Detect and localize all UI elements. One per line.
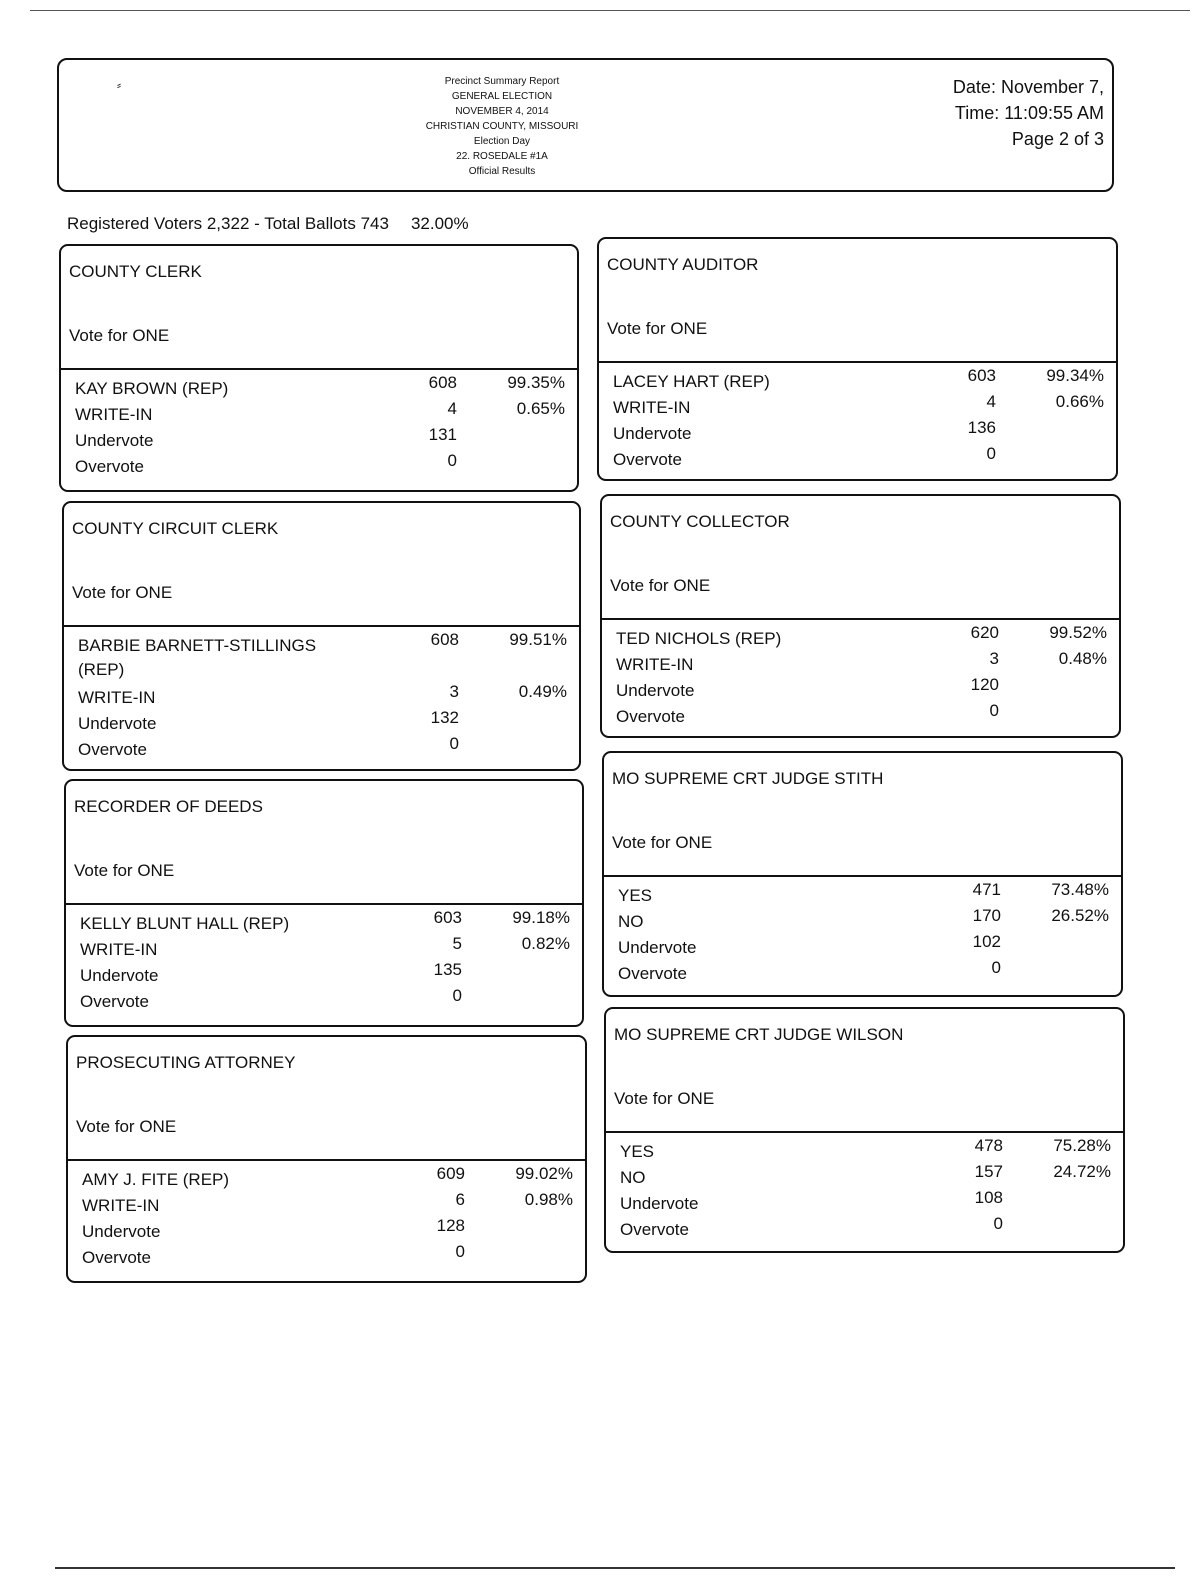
result-row: [602, 701, 1119, 733]
choice-name: Undervote: [616, 681, 695, 700]
result-row: [66, 960, 582, 992]
turnout-summary: [67, 214, 469, 234]
vote-count: 135: [433, 960, 462, 979]
race-county-circuit-clerk: [62, 501, 581, 771]
vote-percent: 99.51%: [509, 630, 567, 649]
race-title: COUNTY CIRCUIT CLERK: [72, 519, 279, 538]
race-instruction: Vote for ONE: [610, 576, 711, 595]
choice-name: KELLY BLUNT HALL (REP): [80, 914, 290, 933]
race-instruction: Vote for ONE: [69, 326, 170, 345]
race-instruction: Vote for ONE: [612, 833, 713, 852]
county-name: CHRISTIAN COUNTY, MISSOURI: [425, 121, 579, 132]
race-county-collector: [600, 494, 1121, 738]
vote-count: 620: [970, 623, 999, 642]
race-title: PROSECUTING ATTORNEY: [76, 1053, 296, 1072]
vote-percent: 73.48%: [1051, 880, 1109, 899]
choice-name: Overvote: [613, 450, 682, 469]
result-row: [66, 934, 582, 966]
divider: [604, 875, 1121, 877]
result-row: [599, 418, 1116, 450]
vote-percent: 0.98%: [524, 1190, 573, 1209]
vote-count: 608: [430, 630, 459, 649]
choice-name: Undervote: [613, 424, 692, 443]
choice-name: Overvote: [620, 1220, 689, 1239]
choice-party: (REP): [78, 660, 125, 679]
report-date: Date: November 7,: [952, 77, 1104, 97]
choice-name: Undervote: [618, 938, 697, 957]
race-county-auditor: [597, 237, 1118, 481]
result-row: [64, 630, 579, 688]
vote-count: 0: [989, 701, 999, 720]
choice-name: Overvote: [80, 992, 149, 1011]
choice-name: NO: [620, 1168, 646, 1187]
divider: [599, 361, 1116, 363]
result-row: [602, 675, 1119, 707]
vote-count: 131: [428, 425, 457, 444]
vote-count: 3: [449, 682, 459, 701]
scan-mark: ⸗: [117, 78, 121, 92]
results-status: Official Results: [468, 166, 536, 177]
choice-name: Undervote: [80, 966, 159, 985]
choice-name: YES: [618, 886, 653, 905]
vote-percent: 0.82%: [521, 934, 570, 953]
vote-percent: 99.52%: [1049, 623, 1107, 642]
vote-count: 0: [447, 451, 457, 470]
choice-name: Undervote: [78, 714, 157, 733]
race-prosecuting-attorney: [66, 1035, 587, 1283]
choice-name: YES: [620, 1142, 655, 1161]
race-instruction: Vote for ONE: [614, 1089, 715, 1108]
result-row: [602, 649, 1119, 681]
choice-name: TED NICHOLS (REP): [616, 629, 782, 648]
choice-name: WRITE-IN: [78, 688, 156, 707]
choice-name: WRITE-IN: [616, 655, 694, 674]
result-row: [64, 682, 579, 714]
choice-name: LACEY HART (REP): [613, 372, 770, 391]
divider: [602, 618, 1119, 620]
result-row: [606, 1214, 1123, 1246]
divider: [68, 1159, 585, 1161]
choice-name: Overvote: [82, 1248, 151, 1267]
result-row: [599, 392, 1116, 424]
vote-count: 157: [974, 1162, 1003, 1181]
turnout-text: Registered Voters 2,322 - Total Ballots 743: [67, 214, 389, 233]
vote-count: 102: [972, 932, 1001, 951]
vote-count: 478: [974, 1136, 1003, 1155]
report-title-block: [407, 74, 597, 179]
result-row: [606, 1188, 1123, 1220]
result-row: [604, 958, 1121, 990]
race-title: COUNTY COLLECTOR: [610, 512, 790, 531]
result-row: [66, 986, 582, 1018]
race-title: COUNTY AUDITOR: [607, 255, 759, 274]
top-rule: [30, 10, 1190, 11]
vote-count: 6: [455, 1190, 465, 1209]
race-instruction: Vote for ONE: [74, 861, 175, 880]
vote-percent: 24.72%: [1053, 1162, 1111, 1181]
race-title: MO SUPREME CRT JUDGE WILSON: [614, 1025, 904, 1044]
race-judge-wilson: [604, 1007, 1125, 1253]
result-row: [599, 444, 1116, 476]
choice-name: Overvote: [618, 964, 687, 983]
vote-count: 136: [967, 418, 996, 437]
choice-name: WRITE-IN: [82, 1196, 160, 1215]
result-row: [64, 708, 579, 740]
divider: [606, 1131, 1123, 1133]
vote-count: 120: [970, 675, 999, 694]
race-county-clerk: [59, 244, 579, 492]
vote-percent: 0.49%: [518, 682, 567, 701]
vote-percent: 0.65%: [516, 399, 565, 418]
race-title: MO SUPREME CRT JUDGE STITH: [612, 769, 884, 788]
report-time: Time: 11:09:55 AM: [954, 103, 1104, 123]
vote-percent: 26.52%: [1051, 906, 1109, 925]
choice-name: KAY BROWN (REP): [75, 379, 229, 398]
divider: [61, 368, 577, 370]
vote-percent: 0.66%: [1055, 392, 1104, 411]
race-recorder-of-deeds: [64, 779, 584, 1027]
vote-count: 0: [993, 1214, 1003, 1233]
vote-count: 128: [436, 1216, 465, 1235]
choice-name: Undervote: [620, 1194, 699, 1213]
vote-count: 0: [455, 1242, 465, 1261]
result-row: [61, 451, 577, 483]
result-row: [61, 425, 577, 457]
vote-count: 132: [430, 708, 459, 727]
choice-name: Overvote: [75, 457, 144, 476]
vote-count: 471: [972, 880, 1001, 899]
vote-count: 0: [991, 958, 1001, 977]
vote-count: 4: [986, 392, 996, 411]
choice-name: Undervote: [82, 1222, 161, 1241]
result-row: [61, 399, 577, 431]
race-title: RECORDER OF DEEDS: [74, 797, 263, 816]
bottom-rule: [55, 1567, 1175, 1569]
choice-name: Overvote: [616, 707, 685, 726]
vote-count: 5: [452, 934, 462, 953]
report-header: [57, 58, 1114, 192]
vote-count: 108: [974, 1188, 1003, 1207]
result-row: [606, 1162, 1123, 1194]
vote-count: 603: [967, 366, 996, 385]
race-instruction: Vote for ONE: [76, 1117, 177, 1136]
vote-percent: 99.35%: [507, 373, 565, 392]
choice-name: WRITE-IN: [613, 398, 691, 417]
election-name: GENERAL ELECTION: [451, 91, 553, 102]
report-title: Precinct Summary Report: [444, 76, 560, 87]
vote-count: 609: [436, 1164, 465, 1183]
vote-type: Election Day: [473, 136, 531, 147]
choice-name: WRITE-IN: [75, 405, 153, 424]
divider: [64, 625, 579, 627]
vote-percent: 99.34%: [1046, 366, 1104, 385]
turnout-percent: 32.00%: [410, 214, 469, 233]
result-row: [64, 734, 579, 766]
choice-name: Overvote: [78, 740, 147, 759]
result-row: [68, 1242, 585, 1274]
vote-count: 0: [449, 734, 459, 753]
election-date: NOVEMBER 4, 2014: [455, 106, 549, 117]
vote-percent: 0.48%: [1058, 649, 1107, 668]
choice-name: AMY J. FITE (REP): [82, 1170, 230, 1189]
race-instruction: Vote for ONE: [72, 583, 173, 602]
race-title: COUNTY CLERK: [69, 262, 202, 281]
race-instruction: Vote for ONE: [607, 319, 708, 338]
result-row: [604, 906, 1121, 938]
page-number: Page 2 of 3: [1011, 129, 1104, 149]
result-row: [68, 1216, 585, 1248]
result-row: [68, 1190, 585, 1222]
vote-count: 3: [989, 649, 999, 668]
vote-count: 4: [447, 399, 457, 418]
result-row: [604, 932, 1121, 964]
choice-name: NO: [618, 912, 644, 931]
divider: [66, 903, 582, 905]
vote-count: 170: [972, 906, 1001, 925]
vote-percent: 99.02%: [515, 1164, 573, 1183]
precinct-name: 22. ROSEDALE #1A: [456, 151, 548, 162]
choice-name: BARBIE BARNETT-STILLINGS: [78, 636, 317, 655]
choice-name: WRITE-IN: [80, 940, 158, 959]
vote-count: 603: [433, 908, 462, 927]
report-meta: [953, 74, 1104, 152]
vote-count: 0: [452, 986, 462, 1005]
choice-name: Undervote: [75, 431, 154, 450]
vote-percent: 99.18%: [512, 908, 570, 927]
vote-percent: 75.28%: [1053, 1136, 1111, 1155]
vote-count: 0: [986, 444, 996, 463]
race-judge-stith: [602, 751, 1123, 997]
vote-count: 608: [428, 373, 457, 392]
